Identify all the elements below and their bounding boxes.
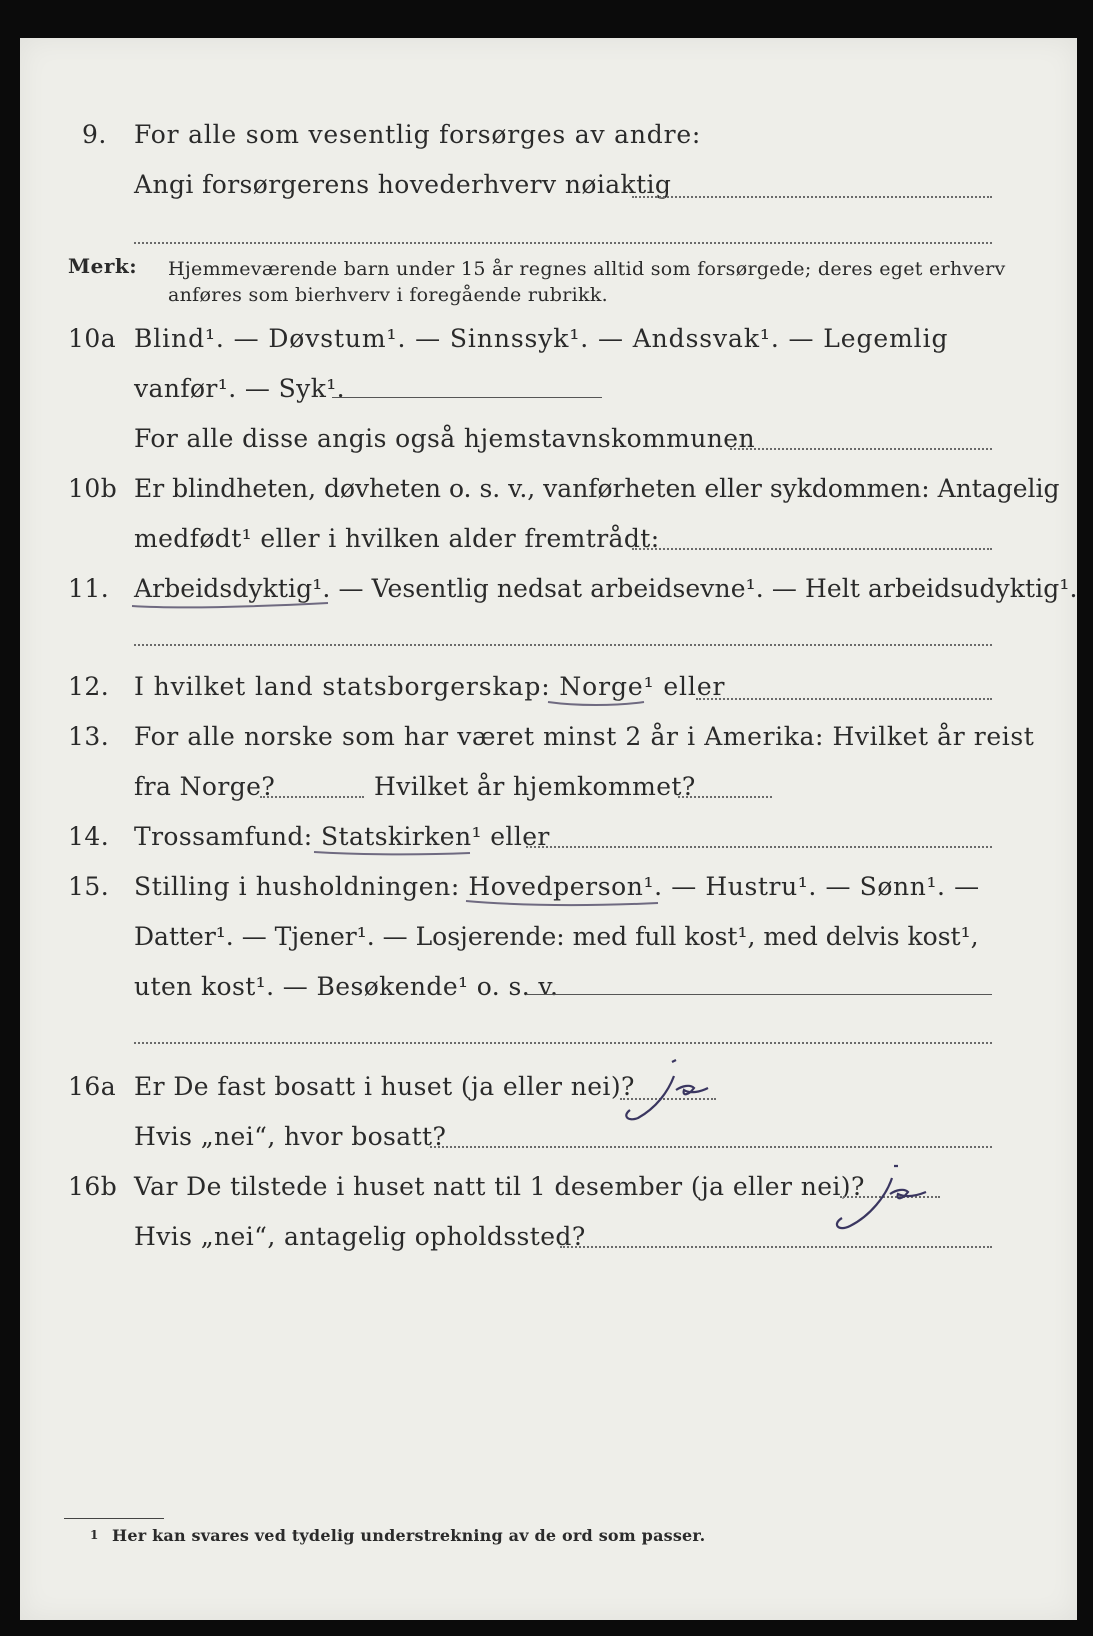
handwritten-underline-hovedperson xyxy=(464,898,660,908)
question-16a-line1: Er De fast bosatt i huset (ja eller nei)? xyxy=(134,1072,635,1101)
question-11-line1: Arbeidsdyktig¹. — Vesentlig nedsat arbeidsevne¹. — Helt arbeidsudyktig¹. xyxy=(134,574,1078,603)
question-number-15: 15. xyxy=(68,872,110,901)
question-12-line1: I hvilket land statsborgerskap: Norge¹ eller xyxy=(134,672,726,701)
question-13-line2a: fra Norge? xyxy=(134,772,276,801)
answer-line-10a-municipality[interactable] xyxy=(730,448,992,450)
question-10a-line1: Blind¹. — Døvstum¹. — Sinnssyk¹. — Andssvak¹. — Legemlig xyxy=(134,324,949,353)
answer-line-15-extra[interactable] xyxy=(134,1042,992,1044)
note-label: Merk: xyxy=(68,254,138,278)
answer-line-15[interactable] xyxy=(526,994,992,995)
footnote-mark: 1 xyxy=(90,1528,99,1542)
question-number-13: 13. xyxy=(68,722,110,751)
note-line1: Hjemmeværende barn under 15 år regnes alltid som forsørgede; deres eget erhverv xyxy=(168,258,1006,280)
question-10b-line1: Er blindheten, døvheten o. s. v., vanførheten eller sykdommen: Antagelig xyxy=(134,474,1060,503)
answer-line-16b-location[interactable] xyxy=(560,1246,992,1248)
answer-line-11[interactable] xyxy=(134,644,992,646)
answer-line-16a-residence[interactable] xyxy=(430,1146,992,1148)
answer-line-10a[interactable] xyxy=(332,397,602,398)
question-15-line1: Stilling i husholdningen: Hovedperson¹. — Hustru¹. — Sønn¹. — xyxy=(134,872,980,901)
question-number-14: 14. xyxy=(68,822,110,851)
answer-line-12[interactable] xyxy=(696,698,992,700)
footnote-text: Her kan svares ved tydelig understrekning av de ord som passer. xyxy=(112,1526,706,1545)
question-10a-line2: vanfør¹. — Syk¹. xyxy=(134,374,346,403)
question-number-12: 12. xyxy=(68,672,110,701)
question-10b-line2: medfødt¹ eller i hvilken alder fremtrådt: xyxy=(134,524,660,553)
footnote-rule xyxy=(64,1518,164,1519)
question-9-line2: Angi forsørgerens hovederhverv nøiaktig xyxy=(134,170,672,199)
question-16b-line1: Var De tilstede i huset natt til 1 desember (ja eller nei)? xyxy=(134,1172,865,1201)
question-15-line2: Datter¹. — Tjener¹. — Losjerende: med full kost¹, med delvis kost¹, xyxy=(134,922,979,951)
question-16a-line2: Hvis „nei“, hvor bosatt? xyxy=(134,1122,447,1151)
note-line2: anføres som bierhverv i foregående rubrikk. xyxy=(168,284,608,306)
census-form-page xyxy=(20,38,1077,1620)
question-number-16b: 16b xyxy=(68,1172,118,1201)
question-number-9: 9. xyxy=(82,120,107,149)
answer-line-13-return[interactable] xyxy=(678,796,772,798)
answer-line-14[interactable] xyxy=(526,846,992,848)
question-number-10a: 10a xyxy=(68,324,117,353)
handwritten-underline-arbeidsdyktig xyxy=(130,600,330,610)
answer-line-9[interactable] xyxy=(632,196,992,198)
question-number-11: 11. xyxy=(68,574,110,603)
question-10a-line3: For alle disse angis også hjemstavnskommunen xyxy=(134,424,755,453)
answer-line-10b[interactable] xyxy=(632,548,992,550)
handwritten-answer-16a xyxy=(616,1056,716,1124)
question-16b-line2: Hvis „nei“, antagelig opholdssted? xyxy=(134,1222,586,1251)
handwritten-underline-statskirken xyxy=(312,848,472,858)
handwritten-underline-norge xyxy=(546,698,646,708)
question-9-line1: For alle som vesentlig forsørges av andre: xyxy=(134,120,702,149)
question-13-line2b: Hvilket år hjemkommet? xyxy=(374,772,696,801)
handwritten-answer-16b xyxy=(816,1164,936,1234)
question-13-line1: For alle norske som har været minst 2 år i Amerika: Hvilket år reist xyxy=(134,722,1035,751)
question-15-line3: uten kost¹. — Besøkende¹ o. s. v. xyxy=(134,972,559,1001)
answer-line-9-extra[interactable] xyxy=(134,242,992,244)
question-number-10b: 10b xyxy=(68,474,118,503)
question-number-16a: 16a xyxy=(68,1072,117,1101)
question-14-line1: Trossamfund: Statskirken¹ eller xyxy=(134,822,550,851)
answer-line-13-departure[interactable] xyxy=(260,796,364,798)
